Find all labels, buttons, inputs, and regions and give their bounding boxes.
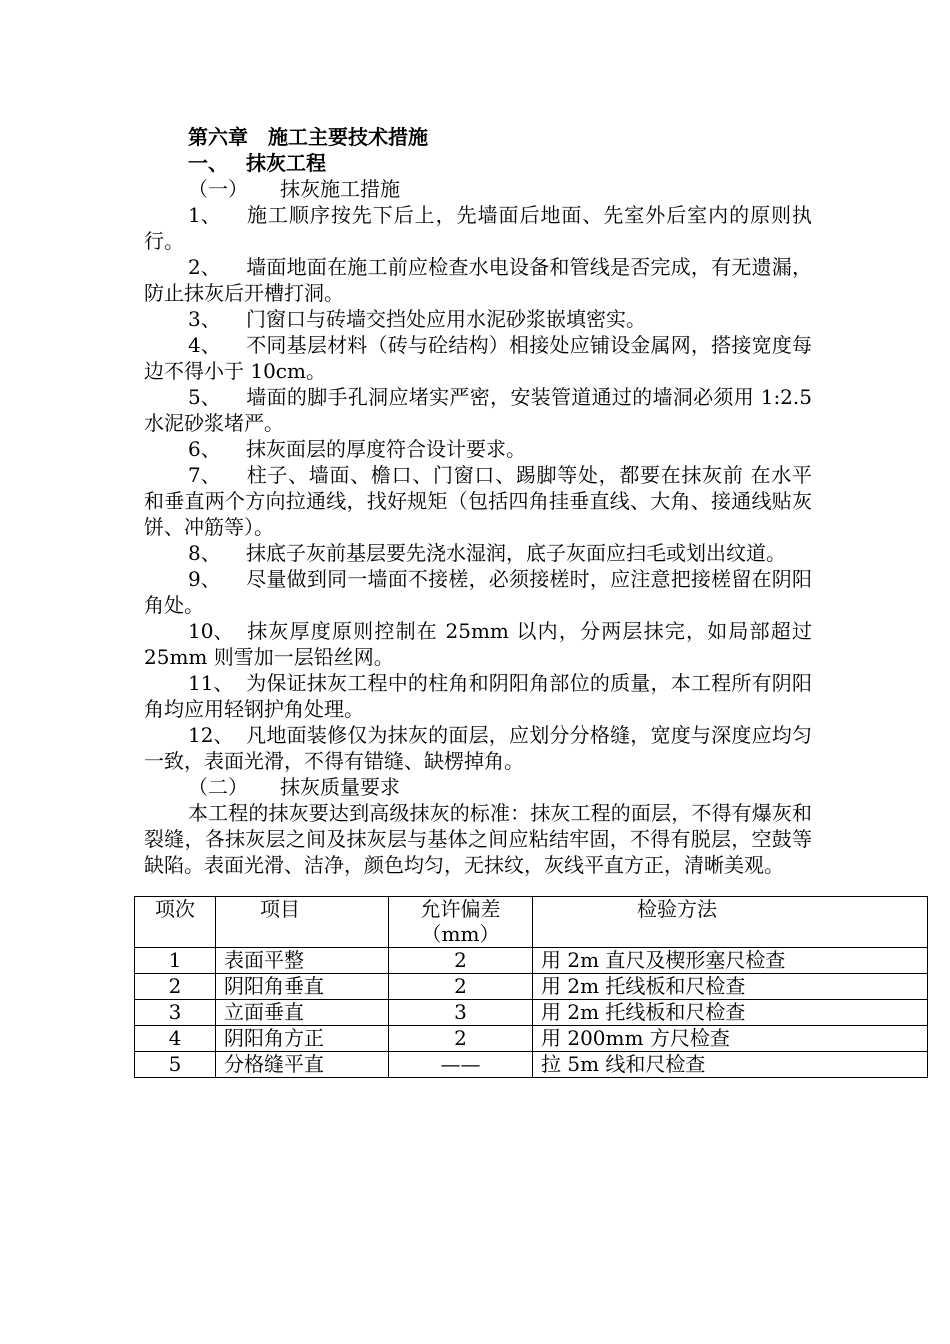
list-item [144, 670, 812, 722]
subsection-number: （二） [188, 775, 248, 799]
item-text: 墙面的脚手孔洞应堵实严密，安装管道通过的墙洞必须用 1:2.5 水泥砂浆堵严。 [144, 385, 812, 435]
section-title: 抹灰工程 [246, 151, 326, 175]
table-row [135, 1026, 928, 1052]
section-number: 一、 [188, 151, 228, 175]
cell-tolerance: —— [389, 1052, 533, 1078]
item-number: 8、 [188, 541, 221, 565]
chapter-title: 第六章 施工主要技术措施 [188, 125, 428, 149]
cell-method: 用 2m 托线板和尺检查 [533, 1000, 928, 1026]
item-text: 柱子、墙面、檐口、门窗口、踢脚等处，都要在抹灰前 在水平和垂直两个方向拉通线，找好规矩（包括四角挂垂直线、大角、接通线贴灰饼、冲筋等）。 [144, 463, 812, 539]
list-item [144, 540, 812, 566]
item-text: 不同基层材料（砖与砼结构）相接处应铺设金属网，搭接宽度每边不得小于 10cm。 [144, 333, 812, 383]
list-item [144, 566, 812, 618]
cell-method: 用 200mm 方尺检查 [533, 1026, 928, 1052]
table-row [135, 948, 928, 974]
subsection-heading-1 [188, 176, 812, 202]
cell-tolerance: 2 [389, 974, 533, 1000]
header-tolerance-line1: 允许偏差 [420, 897, 501, 921]
list-item [144, 722, 812, 774]
table-row [135, 974, 928, 1000]
table-row [135, 1052, 928, 1078]
cell-tolerance: 2 [389, 1026, 533, 1052]
header-tolerance [389, 897, 533, 948]
quality-table [134, 896, 928, 1078]
cell-item: 阴阳角垂直 [216, 974, 389, 1000]
item-number: 3、 [188, 307, 221, 331]
list-item [144, 618, 812, 670]
item-text: 门窗口与砖墙交挡处应用水泥砂浆嵌填密实。 [246, 307, 646, 331]
header-method: 检验方法 [533, 897, 928, 948]
cell-tolerance: 3 [389, 1000, 533, 1026]
cell-index: 1 [135, 948, 216, 974]
header-item: 项目 [216, 897, 389, 948]
item-text: 抹灰厚度原则控制在 25mm 以内，分两层抹完，如局部超过 25mm 则雪加一层铅丝网。 [144, 619, 812, 669]
item-number: 2、 [188, 255, 221, 279]
item-number: 9、 [188, 567, 221, 591]
cell-method: 用 2m 直尺及楔形塞尺检查 [533, 948, 928, 974]
list-item [144, 254, 812, 306]
item-number: 1、 [188, 203, 221, 227]
section-heading [188, 150, 812, 176]
list-item [144, 202, 812, 254]
document-body [144, 124, 812, 878]
header-index: 项次 [135, 897, 216, 948]
item-number: 4、 [188, 333, 221, 357]
item-text: 抹底子灰前基层要先浇水湿润，底子灰面应扫毛或划出纹道。 [246, 541, 786, 565]
item-text: 为保证抹灰工程中的柱角和阴阳角部位的质量，本工程所有阴阳角均应用轻钢护角处理。 [144, 671, 812, 721]
list-item [144, 462, 812, 540]
subsection-heading-2 [188, 774, 812, 800]
item-number: 10、 [188, 619, 234, 643]
cell-item: 立面垂直 [216, 1000, 389, 1026]
item-text: 施工顺序按先下后上，先墙面后地面、先室外后室内的原则执行。 [144, 203, 812, 253]
subsection-title: 抹灰施工措施 [280, 177, 400, 201]
table-row [135, 1000, 928, 1026]
list-item [144, 384, 812, 436]
subsection-number: （一） [188, 177, 248, 201]
cell-index: 3 [135, 1000, 216, 1026]
list-item [144, 332, 812, 384]
item-number: 7、 [188, 463, 221, 487]
cell-index: 5 [135, 1052, 216, 1078]
header-tolerance-line2: （mm） [421, 922, 500, 946]
cell-item: 表面平整 [216, 948, 389, 974]
item-text: 凡地面装修仅为抹灰的面层，应划分分格缝，宽度与深度应均匀一致，表面光滑，不得有错缝、缺楞掉角。 [144, 723, 812, 773]
table-header-row [135, 897, 928, 948]
cell-index: 4 [135, 1026, 216, 1052]
item-text: 尽量做到同一墙面不接槎，必须接槎时，应注意把接槎留在阴阳角处。 [144, 567, 812, 617]
item-number: 5、 [188, 385, 221, 409]
subsection-title: 抹灰质量要求 [280, 775, 400, 799]
item-number: 6、 [188, 437, 221, 461]
list-item [144, 306, 812, 332]
item-text: 抹灰面层的厚度符合设计要求。 [246, 437, 526, 461]
item-number: 12、 [188, 723, 234, 747]
cell-method: 拉 5m 线和尺检查 [533, 1052, 928, 1078]
cell-index: 2 [135, 974, 216, 1000]
cell-method: 用 2m 托线板和尺检查 [533, 974, 928, 1000]
quality-paragraph: 本工程的抹灰要达到高级抹灰的标准：抹灰工程的面层，不得有爆灰和裂缝，各抹灰层之间及抹灰层与基体之间应粘结牢固，不得有脱层，空鼓等缺陷。表面光滑、洁净，颜色均匀，无抹纹，灰线平直方正，清晰美观。 [144, 801, 812, 877]
cell-tolerance: 2 [389, 948, 533, 974]
list-item [144, 436, 812, 462]
cell-item: 分格缝平直 [216, 1052, 389, 1078]
item-number: 11、 [188, 671, 234, 695]
item-text: 墙面地面在施工前应检查水电设备和管线是否完成，有无遗漏，防止抹灰后开槽打洞。 [144, 255, 812, 305]
cell-item: 阴阳角方正 [216, 1026, 389, 1052]
